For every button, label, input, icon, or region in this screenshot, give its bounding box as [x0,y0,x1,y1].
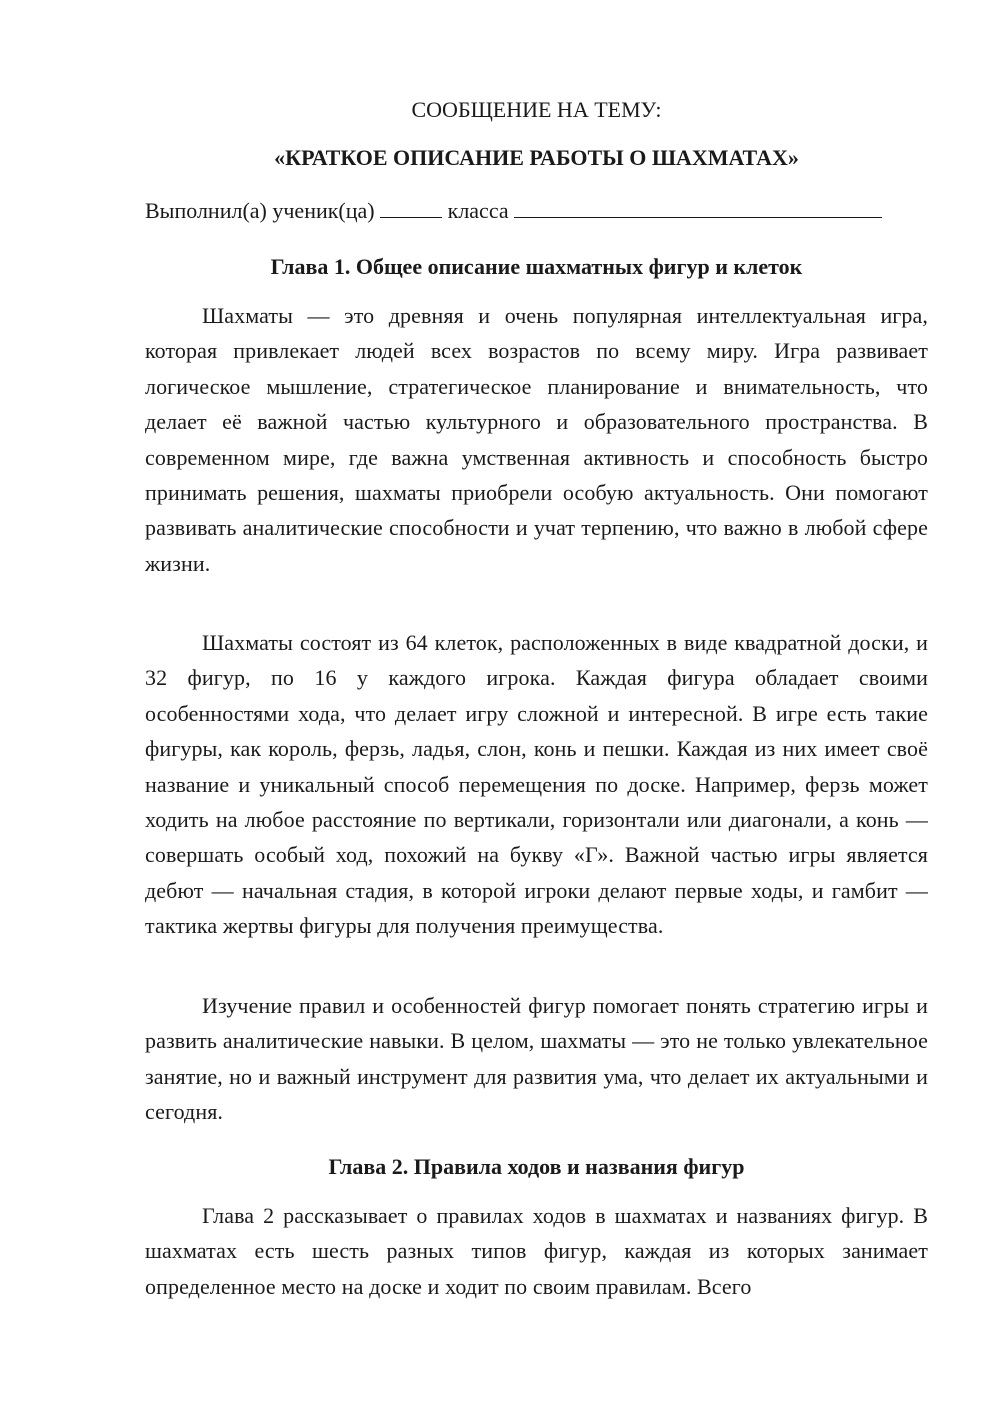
chapter2-paragraph: Глава 2 рассказывает о правилах ходов в шахматах и названиях фигур. В шахматах есть шесть разных типов фигур, каждая из которых занимает определенное место на доске и ходит по своим правилам. Всего [145,1203,928,1299]
class-word: класса [447,198,509,223]
document-title: «КРАТКОЕ ОПИСАНИЕ РАБОТЫ О ШАХМАТАХ» [274,145,799,170]
chapter2-heading: Глава 2. Правила ходов и названия фигур [328,1154,745,1179]
author-line [145,196,928,226]
chapter1-paragraph: Шахматы состоят из 64 клеток, расположенных в виде квадратной доски, и 32 фигур, по 16 у каждого игрока. Каждая фигура обладает своими особенностями хода, что делает игру сложной и интересной. В игре есть такие фигуры, как король, ферзь, ладья, слон, конь и пешки. Каждая из них имеет своё название и уникальный способ перемещения по доске. Например, ферзь может ходить на любое расстояние по вертикали, горизонтали или диагонали, а конь — совершать особый ход, похожий на букву «Г». Важной частью игры является дебют — начальная стадия, в которой игроки делают первые ходы, и гамбит — тактика жертвы фигуры для получения преимущества. [145,630,928,939]
topic-heading: СООБЩЕНИЕ НА ТЕМУ: [411,97,662,122]
author-prefix: Выполнил(а) ученик(ца) [145,198,375,223]
class-blank-line [514,196,882,218]
chapter1-paragraph: Изучение правил и особенностей фигур помогает понять стратегию игры и развить аналитические навыки. В целом, шахматы — это не только увлекательное занятие, но и важный инструмент для развития ума, что делает их актуальными и сегодня. [145,993,928,1125]
chapter1-heading: Глава 1. Общее описание шахматных фигур и клеток [270,254,803,279]
grade-blank-line [380,196,442,218]
chapter1-paragraph: Шахматы — это древняя и очень популярная интеллектуальная игра, которая привлекает людей всех возрастов по всему миру. Игра развивает логическое мышление, стратегическое планирование и внимательность, что делает её важной частью культурного и образовательного пространства. В современном мире, где важна умственная активность и способность быстро принимать решения, шахматы приобрели особую актуальность. Они помогают развивать аналитические способности и учат терпению, что важно в любой сфере жизни. [145,303,928,576]
